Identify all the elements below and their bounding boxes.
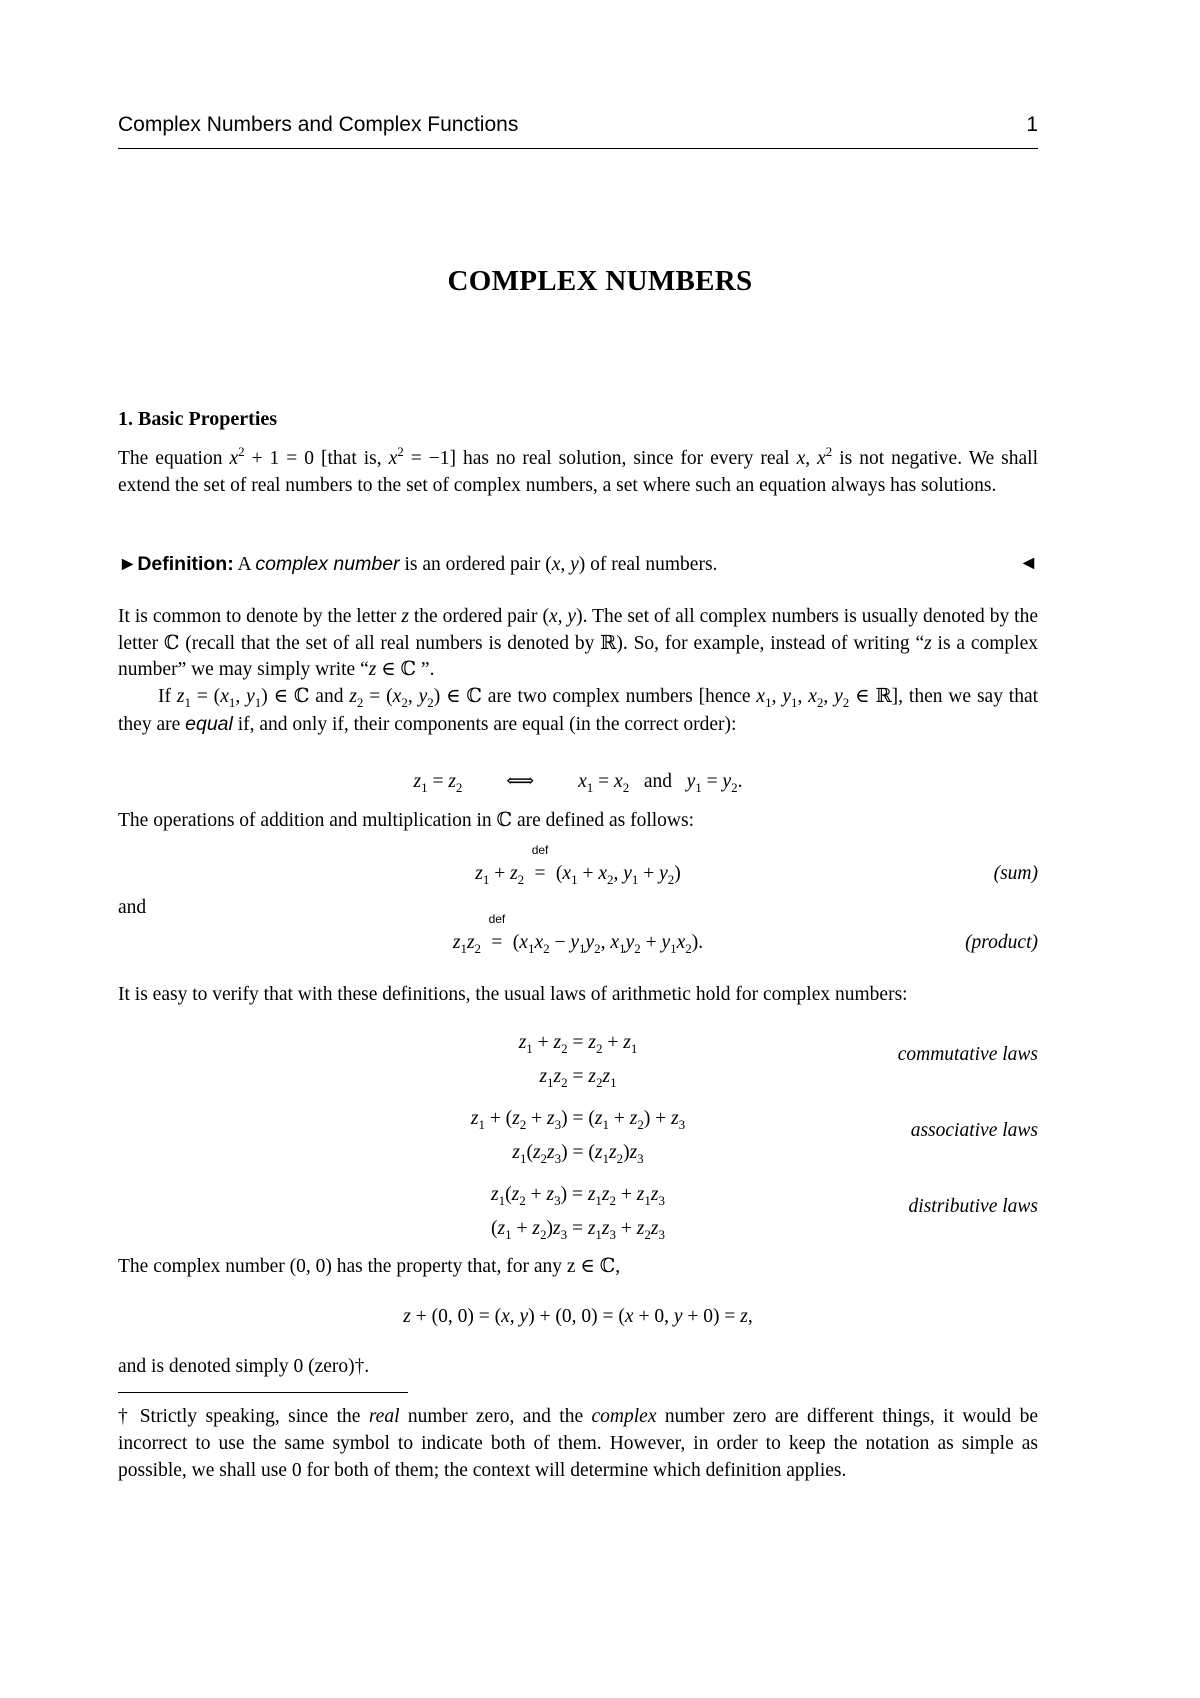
sum-tag: (sum) bbox=[993, 863, 1038, 884]
footnote-rule bbox=[118, 1392, 408, 1393]
law-label: distributive laws bbox=[908, 1196, 1038, 1217]
law-label: associative laws bbox=[910, 1120, 1038, 1141]
header-rule bbox=[118, 148, 1038, 149]
definition-start-marker: ► bbox=[118, 554, 138, 575]
equality-equation: $z_1 = z_2$ ⟺ $x_1 = x_2$ and $y_1 = y_2$. bbox=[413, 771, 743, 795]
running-header bbox=[118, 112, 1038, 139]
page-number: 1 bbox=[1026, 113, 1038, 136]
intro-paragraph: The equation $x^2 + 1 = 0$ [that is, $x^2 = -1$] has no real solution, since for every real x, $x^2$ is not negative. We shall extend the set of real numbers to the set of complex numbers, a set where such an equation always has solutions. bbox=[118, 444, 1039, 496]
product-tag: (product) bbox=[965, 932, 1038, 953]
product-equation: $z_1z_2$ = def ($x_1x_2 - y_1y_2$, $x_1y_2 + y_1x_2$). (product) bbox=[452, 912, 1038, 956]
distributive-laws: $z_1(z_2 + z_3) = z_1z_2 + z_1z_3$ $(z_1 + z_2)z_3 = z_1z_3 + z_2z_3$ distributive laws bbox=[491, 1184, 1038, 1242]
law-label: commutative laws bbox=[897, 1044, 1038, 1065]
and-connector: and bbox=[118, 897, 147, 918]
associative-laws: $z_1 + (z_2 + z_3) = (z_1 + z_2) + z_3$ $z_1(z_2z_3) = (z_1z_2)z_3$ associative laws bbox=[470, 1108, 1038, 1166]
definition-term: complex number bbox=[255, 553, 400, 575]
operations-intro: The operations of addition and multiplication in ℂ are defined as follows: bbox=[118, 810, 695, 831]
and-word: and bbox=[643, 771, 672, 792]
zero-equation: z + (0, 0) = (x, y) + (0, 0) = (x + 0, y + 0) = z, bbox=[403, 1306, 753, 1327]
commutative-laws: $z_1 + z_2 = z_2 + z_1$ $z_1z_2 = z_2z_1$ commutative laws bbox=[518, 1032, 1038, 1090]
zero-outro: and is denoted simply 0 (zero)†. bbox=[118, 1356, 370, 1377]
equality-paragraph: If $z_1 = (x_1$, $y_1$) ∈ ℂ and $z_2 = (x_2$, $y_2$) ∈ ℂ are two complex numbers [hence $x_1$, $y_1$, $x_2$, $y_2$ ∈ ℝ], then we say that they are equal if, and only if, their components are equal (in the correct order): bbox=[118, 686, 1039, 735]
sum-equation: $z_1 + z_2$ = def ($x_1 + x_2$, $y_1 + y_2$) (sum) bbox=[475, 843, 1038, 887]
footnote: † Strictly speaking, since the real number zero, and the complex number zero are different things, it would be incorrect to use the same symbol to indicate both of them. However, in order to keep the notation as simple as possible, we shall use 0 for both of them; the context will determine which definition applies. bbox=[118, 1406, 1038, 1481]
definition-end-marker: ◄ bbox=[1018, 553, 1038, 574]
running-title: Complex Numbers and Complex Functions bbox=[118, 113, 519, 136]
page-title: COMPLEX NUMBERS bbox=[447, 265, 753, 297]
zero-intro: The complex number (0, 0) has the property that, for any z ∈ ℂ, bbox=[118, 1256, 621, 1277]
section-heading: 1. Basic Properties bbox=[118, 408, 278, 430]
notation-paragraph: It is common to denote by the letter z the ordered pair (x, y). The set of all complex numbers is usually denoted by the letter ℂ (recall that the set of all real numbers is denoted by ℝ). So, for example, instead of writing “z is a complex number” we may simply write “z ∈ ℂ ”. bbox=[118, 606, 1039, 680]
laws-intro: It is easy to verify that with these definitions, the usual laws of arithmetic hold for complex numbers: bbox=[118, 984, 908, 1005]
definition-label: Definition: bbox=[137, 553, 234, 575]
definition-box: ►Definition: A complex number is an ordered pair (x, y) of real numbers. ◄ bbox=[118, 551, 1038, 579]
